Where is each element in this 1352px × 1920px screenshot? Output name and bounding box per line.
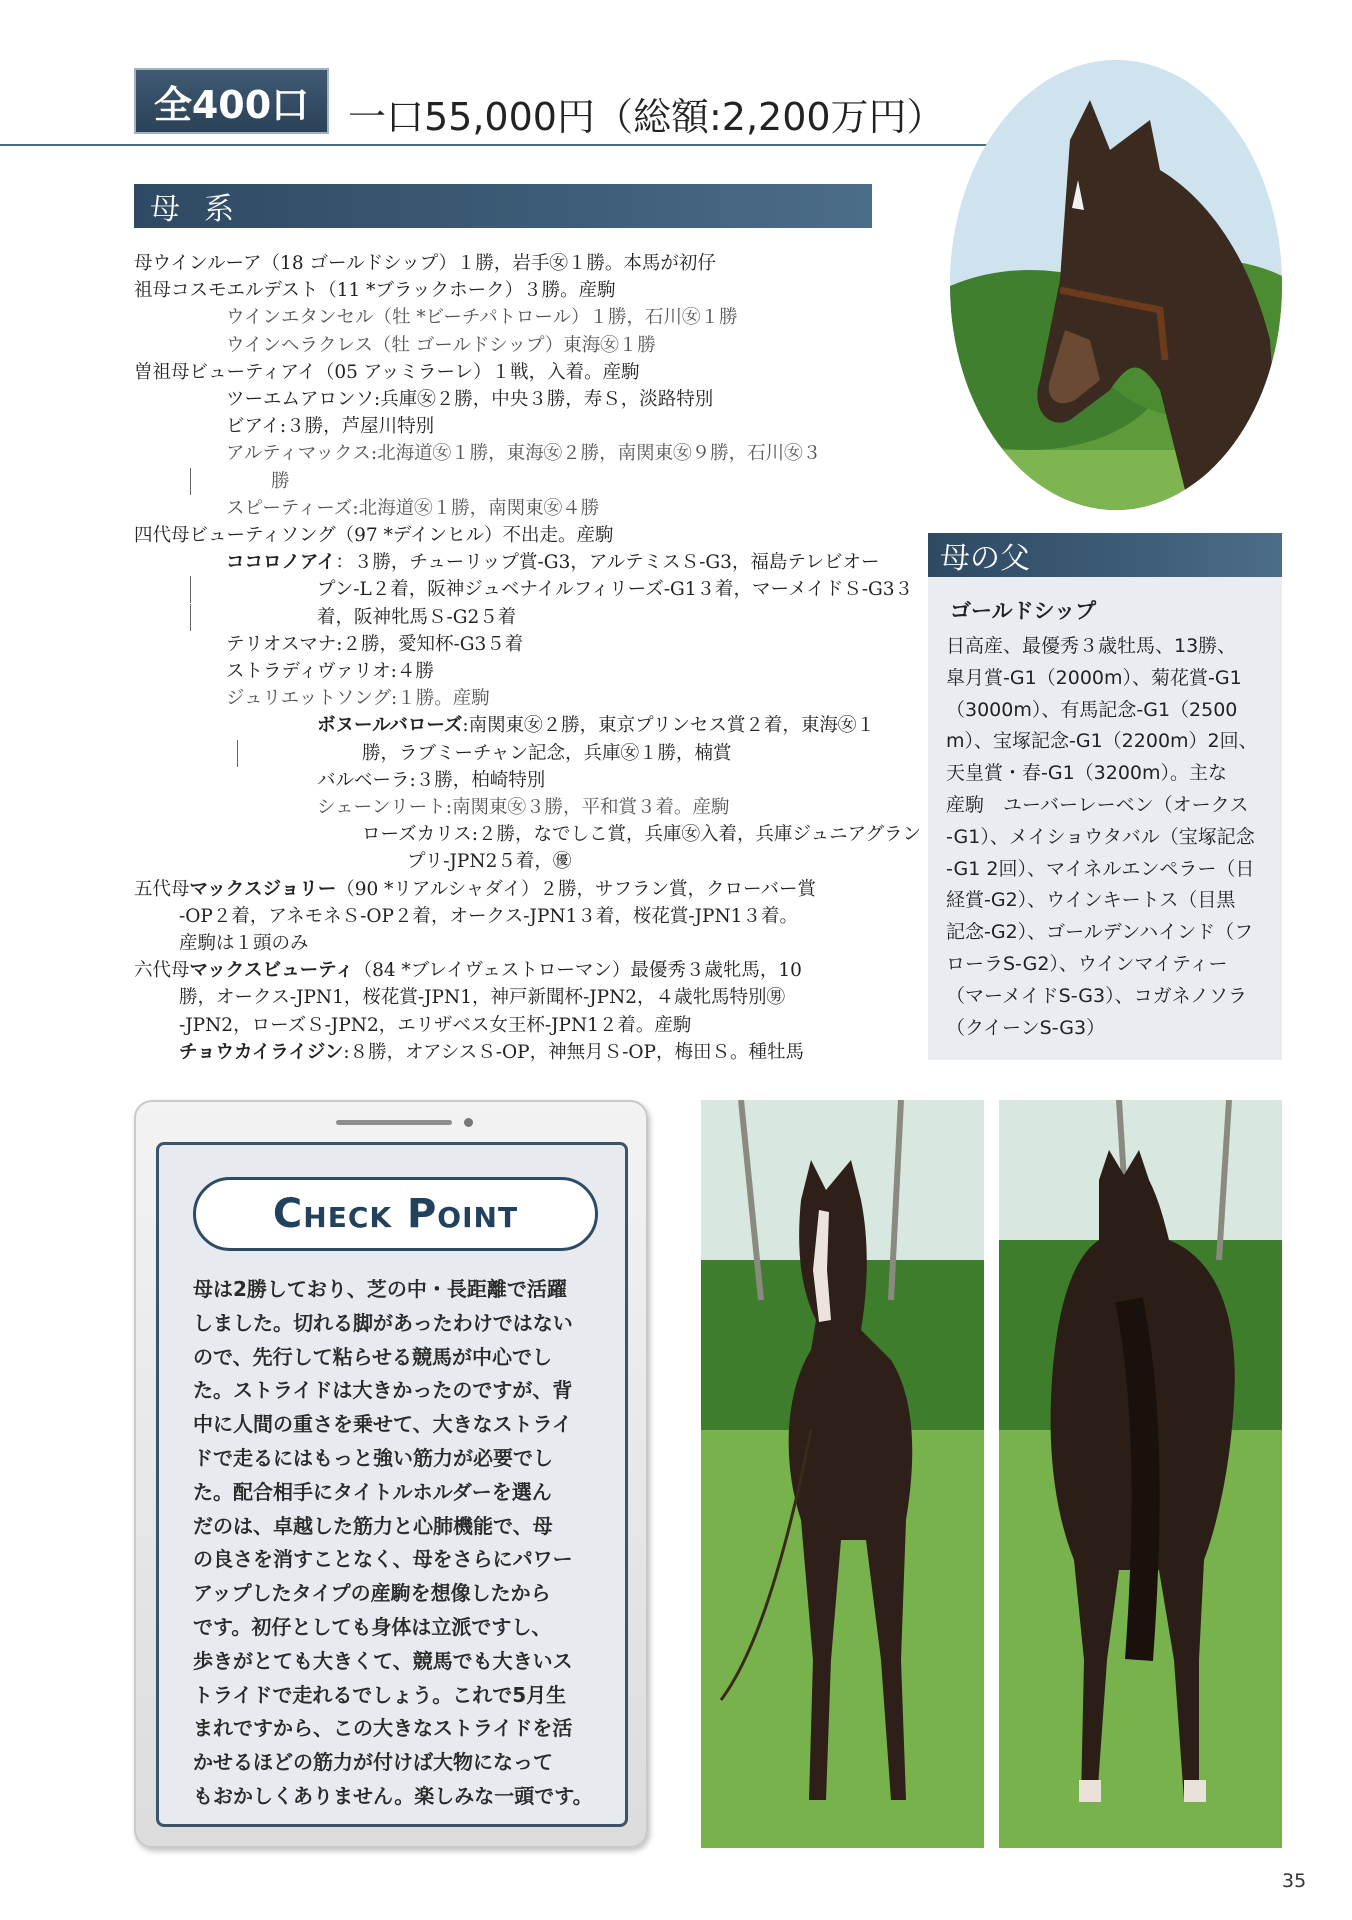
pedigree-line: アルティマックス:北海道㊛１勝，東海㊛２勝，南関東㊛９勝，石川㊛３ (226, 443, 822, 465)
pedigree-line: プン-L２着，阪神ジュベナイルフィリーズ-G1３着，マーメイドＳ-G3３ (134, 576, 879, 603)
pedigree-line: 曽祖母ビューティアイ（05 アッミラーレ）１戦，入着。産駒 (134, 361, 640, 383)
pedigree-line: テリオスマナ:２勝，愛知杯-G3５着 (226, 633, 524, 655)
pedigree-line-gen5: 五代母マックスジョリー（90 *リアルシャダイ）２勝，サフラン賞，クローバー賞 (134, 878, 817, 900)
pedigree-line: プリ-JPN2５着，㊝ (407, 851, 572, 873)
check-point-tablet (134, 1100, 648, 1848)
horse-front-photo (701, 1100, 984, 1848)
header-rule (0, 144, 990, 146)
page-number: 35 (1282, 1870, 1307, 1892)
pedigree-line-kokoronoai: ココロノアイ：３勝，チューリップ賞-G3，アルテミスＳ-G3，福島テレビオー (226, 552, 880, 574)
tablet-camera (464, 1118, 473, 1127)
sire-of-dam-name: ゴールドシップ (950, 599, 1097, 623)
pedigree-line: バルベーラ:３勝，柏崎特別 (317, 769, 546, 791)
check-point-screen (156, 1142, 628, 1827)
pedigree-line: 勝 (134, 468, 879, 495)
pedigree-line: スピーティーズ:北海道㊛１勝，南関東㊛４勝 (226, 497, 600, 519)
total-units-badge: 全400口 (134, 68, 329, 134)
maxjolie-name: マックスジョリー (189, 878, 337, 900)
sire-of-dam-description: 日高産、最優秀３歳牡馬、13勝、 皐月賞-G1（2000m）、菊花賞-G1 （3000m）、有馬記念-G1（2500 m）、宝塚記念-G1（2200m）2回、 天皇賞・春-G1（3200m）。主な 産駒 ユーバーレーベン（オークス -G1）、メイショウタバル（宝塚記念 -G1 2回）、マイネルエンペラー（日 経賞-G2）、ウインキートス（目黒 記念-G2）、ゴールデンハインド（フ ローラS-G2）、ウインマイティー （マーメイドS-G3）、コガネノソラ （クイーンS-G3） (946, 635, 1258, 1039)
maternal-section-header: 母系 (134, 184, 872, 228)
pedigree-line: 勝，オークス-JPN1，桜花賞-JPN1，神戸新聞杯-JPN2，４歳牝馬特別㊚ (179, 987, 786, 1009)
pedigree-line: -OP２着，アネモネＳ-OP２着，オークス-JPN1３着，桜花賞-JPN1３着。 (179, 905, 798, 927)
chokai-name: チョウカイライジン (179, 1041, 344, 1063)
price-text: 一口55,000円（総額:2,200万円） (348, 95, 945, 139)
pedigree-line: ジュリエットソング:１勝。産駒 (226, 688, 490, 710)
sire-of-dam-box (928, 577, 1282, 1060)
maternal-pedigree-text (134, 250, 922, 1066)
pedigree-line: ウインヘラクレス（牡 ゴールドシップ）東海㊛１勝 (226, 334, 656, 356)
pedigree-line-bonheur: ボヌールバローズ:南関東㊛２勝，東京プリンセス賞２着，東海㊛１ (317, 715, 875, 737)
maxbeauty-name: マックスビューティ (189, 960, 354, 982)
pedigree-line: ウインエタンセル（牡 *ビーチパトロール）１勝，石川㊛１勝 (226, 307, 738, 329)
pedigree-line: 四代母ビューティソング（97 *デインヒル）不出走。産駒 (134, 525, 614, 547)
bonheur-name: ボヌールバローズ (317, 715, 463, 737)
pedigree-line: 産駒は１頭のみ (179, 933, 309, 955)
pedigree-line: ツーエムアロンソ:兵庫㊛２勝，中央３勝，寿Ｓ，淡路特別 (226, 389, 714, 411)
pedigree-line: 母ウインルーア（18 ゴールドシップ）１勝，岩手㊛１勝。本馬が初仔 (134, 253, 716, 274)
pedigree-line: 勝，ラブミーチャン記念，兵庫㊛１勝，楠賞 (134, 740, 879, 767)
kokoronoai-name: ココロノアイ (226, 552, 336, 574)
pedigree-line: ストラディヴァリオ:４勝 (226, 661, 434, 683)
horse-rear-photo (999, 1100, 1282, 1848)
check-point-title: Check Point (193, 1177, 598, 1251)
pedigree-line: ビアイ:３勝，芦屋川特別 (226, 416, 435, 438)
pedigree-line: シェーンリート:南関東㊛３勝，平和賞３着。産駒 (317, 797, 730, 819)
sire-of-dam-header: 母の父 (928, 533, 1282, 577)
pedigree-line-gen6: 六代母マックスビューティ（84 *ブレイヴェストローマン）最優秀３歳牝馬，10 (134, 960, 802, 982)
pedigree-line: 祖母コスモエルデスト（11 *ブラックホーク）３勝。産駒 (134, 280, 616, 302)
pedigree-line: 着，阪神牝馬Ｓ-G2５着 (134, 604, 879, 631)
pedigree-line: ローズカリス:２勝，なでしこ賞，兵庫㊛入着，兵庫ジュニアグラン (362, 824, 922, 846)
tablet-speaker (336, 1120, 452, 1125)
pedigree-line: -JPN2，ローズＳ-JPN2，エリザベス女王杯-JPN1２着。産駒 (179, 1014, 692, 1036)
check-point-text: 母は2勝しており、芝の中・長距離で活躍 しました。切れる脚があったわけではない ので、先行して粘らせる競馬が中心でし た。ストライドは大きかったのですが、背 中に人間の重さを乗せて、大きなストライ ドで走るにはもっと強い筋力が必要でし た。配合相手にタイトルホルダーを選ん だのは、卓越した筋力と心肺機能で、母 の良さを消すことなく、母をさらにパワー アップしたタイプの産駒を想像したから です。初仔としても身体は立派ですし、 歩きがとても大きくて、競馬でも大きいス トライドで走れるでしょう。これで5月生 まれですから、この大きなストライドを活 かせるほどの筋力が付けば大物になって もおかしくありません。楽しみな一頭です。 (193, 1277, 593, 1808)
horse-head-photo (950, 60, 1282, 510)
pedigree-line-chokai: チョウカイライジン:８勝，オアシスＳ-OP，神無月Ｓ-OP，梅田Ｓ。種牡馬 (179, 1041, 804, 1063)
